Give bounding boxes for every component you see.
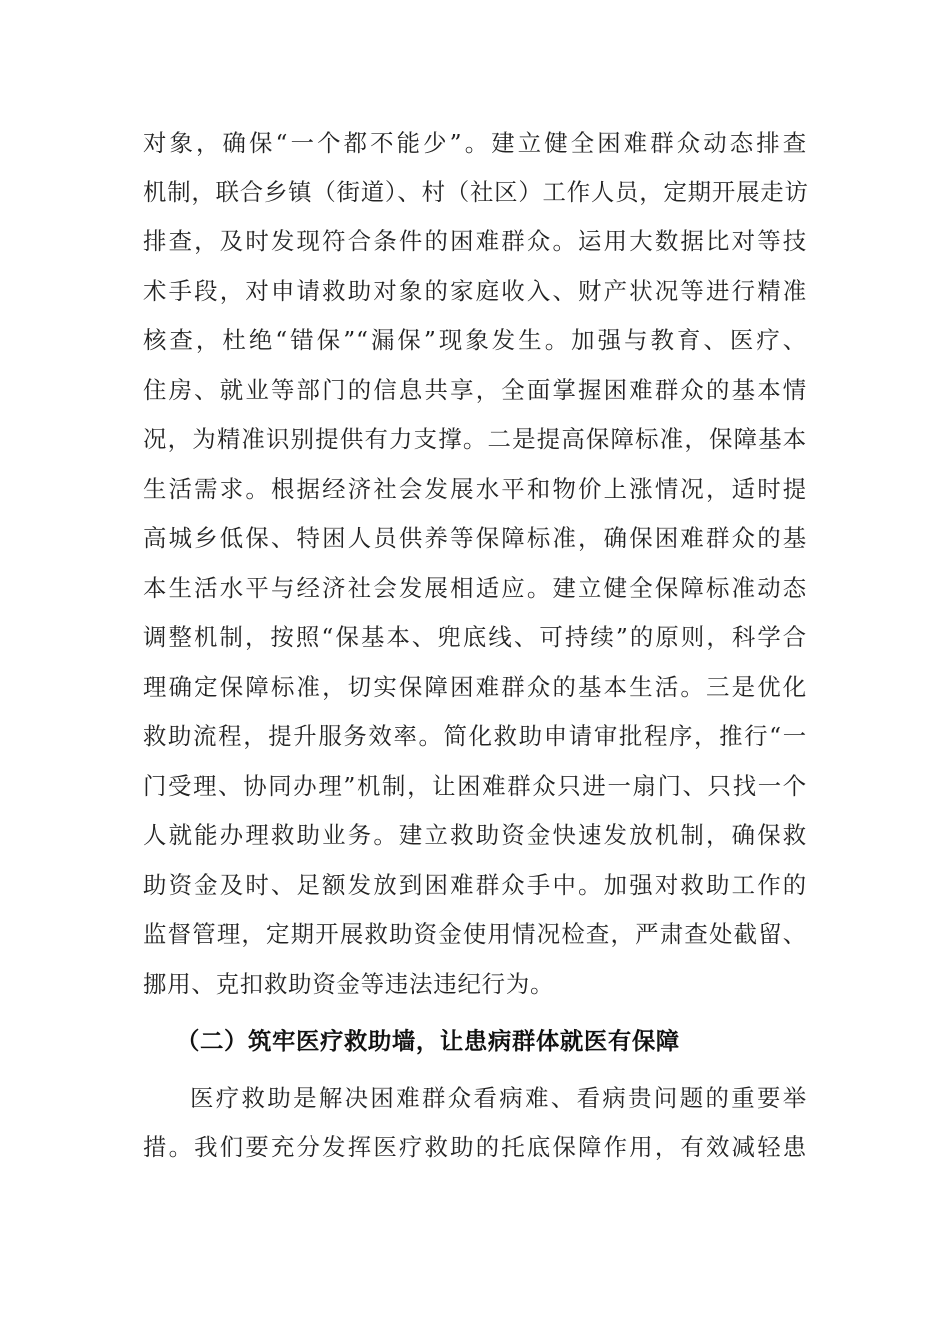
text-line: 本生活水平与经济社会发展相适应。建立健全保障标准动态	[143, 574, 807, 602]
text-line: 况，为精准识别提供有力支撑。二是提高保障标准，保障基本	[143, 425, 807, 453]
text-line: 医疗救助是解决困难群众看病难、看病贵问题的重要举	[190, 1084, 807, 1112]
text-line: 高城乡低保、特困人员供养等保障标准，确保困难群众的基	[143, 524, 807, 552]
text-line: 理确定保障标准，切实保障困难群众的基本生活。三是优化	[143, 673, 807, 701]
text-line: 生活需求。根据经济社会发展水平和物价上涨情况，适时提	[143, 475, 807, 503]
text-line: 排查，及时发现符合条件的困难群众。运用大数据比对等技	[143, 227, 807, 255]
text-line: 监督管理，定期开展救助资金使用情况检查，严肃查处截留、	[143, 920, 807, 948]
text-line: 核查，杜绝“错保”“漏保”现象发生。加强与教育、医疗、	[143, 326, 807, 354]
text-line: 门受理、协同办理”机制，让困难群众只进一扇门、只找一个	[143, 772, 807, 800]
text-line: 挪用、克扣救助资金等违法违纪行为。	[143, 970, 555, 998]
text-line: 救助流程，提升服务效率。简化救助申请审批程序，推行“一	[143, 722, 807, 750]
text-line: 人就能办理救助业务。建立救助资金快速发放机制，确保救	[143, 821, 807, 849]
text-line: 机制，联合乡镇（街道）、村（社区）工作人员，定期开展走访	[143, 178, 809, 206]
text-line: 调整机制，按照“保基本、兜底线、可持续”的原则，科学合	[143, 623, 807, 651]
text-line: 措。我们要充分发挥医疗救助的托底保障作用，有效减轻患	[143, 1133, 807, 1161]
section-heading: （二）筑牢医疗救助墙，让患病群体就医有保障	[176, 1027, 680, 1055]
text-line: 助资金及时、足额发放到困难群众手中。加强对救助工作的	[143, 871, 807, 899]
text-line: 术手段，对申请救助对象的家庭收入、财产状况等进行精准	[143, 277, 807, 305]
text-line: 住房、就业等部门的信息共享，全面掌握困难群众的基本情	[143, 376, 807, 404]
text-line: 对象，确保“一个都不能少”。建立健全困难群众动态排查	[143, 129, 807, 157]
